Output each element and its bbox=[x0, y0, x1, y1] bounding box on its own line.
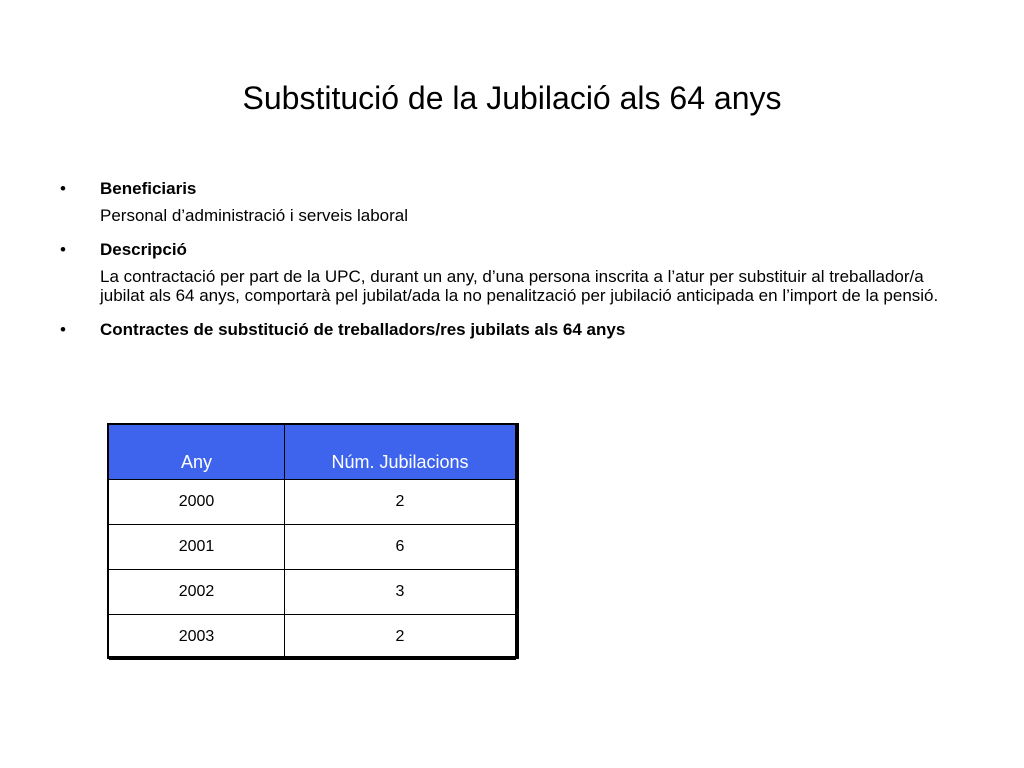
table-row bbox=[109, 570, 516, 615]
bullet-list bbox=[60, 178, 960, 341]
column-header-num-jubilacions: Núm. Jubilacions bbox=[285, 425, 516, 480]
bullet-item-contractes bbox=[60, 319, 960, 341]
bullet-text: Personal d’administració i serveis laboral bbox=[100, 206, 409, 225]
table-cell-num: 6 bbox=[285, 525, 516, 570]
table-cell-any: 2000 bbox=[109, 480, 285, 525]
table-cell-num: 2 bbox=[285, 615, 516, 660]
bullet-marker: • bbox=[60, 240, 66, 259]
bullet-text: La contractació per part de la UPC, durant un any, d’una persona inscrita a l’atur per substituir al treballador/a jubilat als 64 anys, comportarà pel jubilat/ada la no penalització per jubilació anticipada en l’import de la pensió. bbox=[100, 267, 939, 305]
column-header-any: Any bbox=[109, 425, 285, 480]
table-cell-num: 2 bbox=[285, 480, 516, 525]
table-row bbox=[109, 615, 516, 660]
jubilacions-table bbox=[107, 423, 519, 659]
table-row bbox=[109, 525, 516, 570]
slide-title: Substitució de la Jubilació als 64 anys bbox=[242, 80, 782, 116]
bullet-heading: Beneficiaris bbox=[100, 179, 197, 198]
jubilacions-table-grid bbox=[109, 425, 516, 660]
bullet-heading: Contractes de substitució de treballadors/res jubilats als 64 anys bbox=[100, 320, 626, 339]
table-row bbox=[109, 480, 516, 525]
bullet-item-descripcio bbox=[60, 239, 960, 305]
bullet-marker: • bbox=[60, 179, 66, 198]
bullet-marker: • bbox=[60, 320, 66, 339]
table-cell-num: 3 bbox=[285, 570, 516, 615]
table-header-row bbox=[109, 425, 516, 480]
bullet-item-beneficiaris bbox=[60, 178, 960, 225]
bullet-heading: Descripció bbox=[100, 240, 187, 259]
table-cell-any: 2001 bbox=[109, 525, 285, 570]
table-cell-any: 2002 bbox=[109, 570, 285, 615]
table-cell-any: 2003 bbox=[109, 615, 285, 660]
